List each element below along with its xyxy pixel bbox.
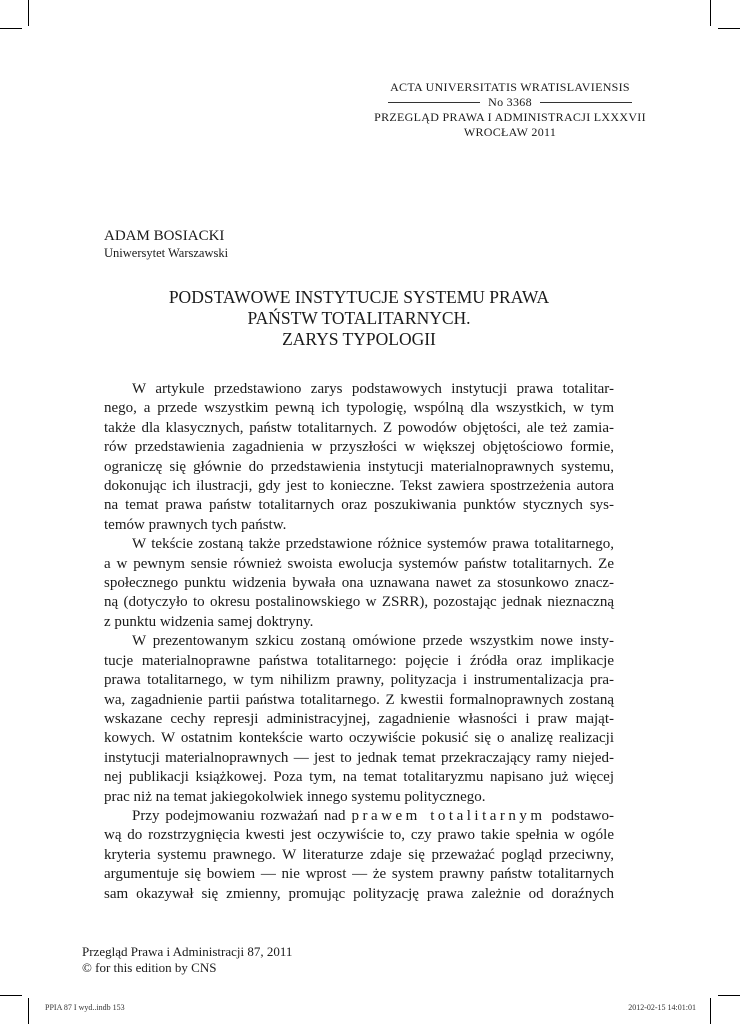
text-line: kryteria systemu prawnego. W literaturze zdaje się przeważać pogląd przeciwny,	[104, 846, 614, 863]
crop-mark	[710, 998, 711, 1024]
crop-mark	[28, 0, 29, 26]
paragraph	[104, 380, 614, 535]
imprint-datetime: 2012-02-15 14:01:01	[628, 1003, 696, 1012]
text-line: z punktu widzenia samej doktryny.	[104, 613, 314, 630]
text-line: nego, a przede wszystkim pewną ich typologię, wspólną dla wszystkich, w tym	[104, 400, 614, 417]
title-line: ZARYS TYPOLOGII	[282, 329, 436, 349]
text-line: W prezentowanym szkicu zostaną omówione przede wszystkim nowe insty-	[132, 633, 614, 650]
issue-number: No 3368	[488, 95, 532, 109]
text-line: sam okazywał się zmienny, promując polityzację prawa zależnie od doraźnych	[104, 885, 614, 902]
crop-mark	[0, 28, 22, 29]
text-line: W tekście zostaną także przedstawione różnice systemów prawa totalitarnego,	[132, 536, 614, 553]
issue-number-line	[300, 95, 720, 110]
text-line: a w pewnym sensie również swoista ewolucja systemów państw totalitarnych. Ze	[104, 555, 614, 572]
text-line: prawa totalitarnego, w tym nihilizm prawny, polityzacja i instrumentalizacja pra-	[104, 672, 614, 689]
title-line: PODSTAWOWE INSTYTUCJE SYSTEMU PRAWA	[168, 287, 550, 307]
crop-mark	[710, 0, 711, 26]
text-line	[104, 807, 614, 826]
journal-place-year: WROCŁAW 2011	[463, 125, 557, 139]
footer-citation: Przegląd Prawa i Administracji 87, 2011	[82, 944, 293, 959]
crop-mark	[28, 998, 29, 1024]
paragraph	[104, 535, 614, 632]
crop-mark	[718, 28, 740, 29]
text-line: instytucji materialnoprawnych — jest to jednak temat przekraczający ramy niejed-	[104, 749, 614, 766]
text-line: także dla klasycznych, państw totalitarnych. Z powodów objętości, ale też zamia-	[104, 419, 614, 436]
text-line: ograniczę się głównie do przedstawienia instytucji materialnoprawnych systemu,	[104, 458, 614, 475]
imprint-file: PPIA 87 I wyd..indb 153	[45, 1003, 125, 1012]
article-body	[104, 380, 614, 904]
text-line: społecznego punktu widzenia bywała ona uznawana nawet za stosunkowo znacz-	[104, 575, 614, 592]
text-fragment: Przy podejmowaniu rozważań nad	[132, 807, 346, 824]
text-line: argumentuje się bowiem — nie wprost — że system prawny państw totalitarnych	[104, 866, 614, 883]
author-name: ADAM BOSIACKI	[104, 228, 225, 244]
crop-mark	[0, 995, 22, 996]
text-line: na temat prawa państw totalitarnych oraz poszukiwania punktów stycznych sys-	[104, 497, 614, 514]
header-rule-left	[388, 102, 480, 103]
text-line: kowych. W ostatnim kontekście warto oczywiście pokusić się o analizę realizacji	[104, 730, 614, 747]
title-line: PAŃSTW TOTALITARNYCH.	[247, 308, 471, 328]
paragraph	[104, 807, 614, 904]
author-affiliation: Uniwersytet Warszawski	[104, 246, 229, 260]
text-line: temów prawnych tych państw.	[104, 516, 287, 533]
text-line: tucje materialnoprawne państwa totalitarnego: pojęcie i źródła oraz implikacje	[104, 652, 614, 669]
header-rule-right	[540, 102, 632, 103]
paragraph	[104, 632, 614, 807]
text-line: wa, zagadnienie partii państwa totalitarnego. Z kwestii formalnoprawnych zostaną	[104, 691, 614, 708]
emphasized-term: prawem totalitarnym	[351, 807, 546, 824]
article-title	[104, 287, 614, 350]
crop-mark	[718, 995, 740, 996]
text-line: wskazane cechy represji administracyjnej, zagadnienie własności i praw mająt-	[104, 710, 614, 727]
text-fragment: podstawo-	[551, 807, 614, 824]
text-line: ną (dotyczyło to okresu postalinowskiego w ZSRR), pozostając jednak nieznaczną	[104, 594, 614, 611]
text-line: wą do rozstrzygnięcia kwesti jest oczywiście to, czy prawo takie spełnia w ogóle	[104, 827, 614, 844]
footer-note	[82, 944, 292, 976]
footer-copyright: © for this edition by CNS	[82, 960, 217, 975]
journal-series: PRZEGLĄD PRAWA I ADMINISTRACJI LXXXVII	[374, 110, 646, 124]
text-line: prac niż na temat jakiegokolwiek innego systemu politycznego.	[104, 788, 486, 805]
text-line: nej publikacji książkowej. Poza tym, na temat totalitaryzmu napisano już więcej	[104, 769, 614, 786]
journal-header	[300, 80, 720, 140]
text-line: W artykule przedstawiono zarys podstawowych instytucji prawa totalitar-	[132, 381, 614, 397]
journal-name: ACTA UNIVERSITATIS WRATISLAVIENSIS	[390, 80, 630, 94]
text-line: dokonując ich ilustracji, gdy jest to konieczne. Tekst zawiera spostrzeżenia autora	[104, 478, 614, 495]
text-line: rów przedstawienia zagadnienia w przyszłości w większej objętościowo formie,	[104, 439, 614, 456]
